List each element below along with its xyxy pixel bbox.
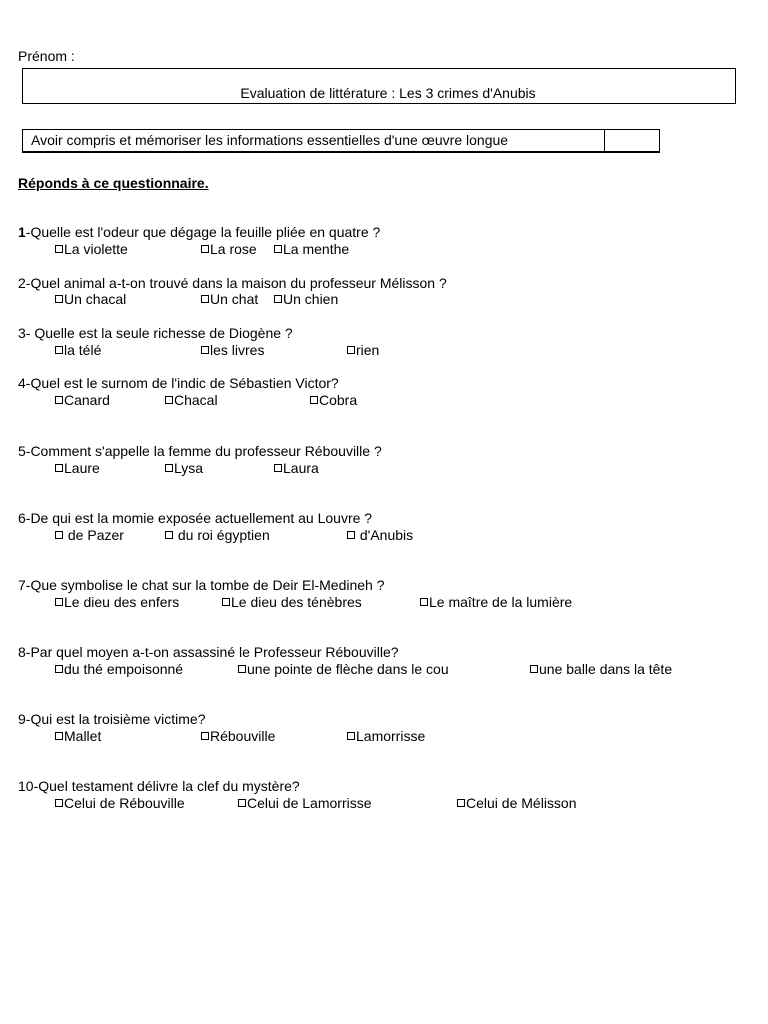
checkbox-icon[interactable] <box>55 732 63 740</box>
checkbox-icon[interactable] <box>55 295 63 303</box>
question-text: 1-Quelle est l'odeur que dégage la feuille pliée en quatre ? <box>18 224 381 240</box>
option[interactable]: une balle dans la tête <box>530 661 672 677</box>
checkbox-icon[interactable] <box>457 799 465 807</box>
checkbox-icon[interactable] <box>530 665 538 673</box>
checkbox-icon[interactable] <box>55 464 63 472</box>
option[interactable]: Mallet <box>55 728 101 744</box>
option[interactable]: rien <box>347 342 379 358</box>
checkbox-icon[interactable] <box>222 598 230 606</box>
checkbox-icon[interactable] <box>274 245 282 253</box>
question-text: 4-Quel est le surnom de l'indic de Sébastien Victor? <box>18 375 339 391</box>
option[interactable]: Cobra <box>310 392 357 408</box>
checkbox-icon[interactable] <box>201 346 209 354</box>
option[interactable]: Laura <box>274 460 319 476</box>
option[interactable]: Celui de Lamorrisse <box>238 795 372 811</box>
question-text: 5-Comment s'appelle la femme du professeur Rébouville ? <box>18 443 382 459</box>
checkbox-icon[interactable] <box>347 732 355 740</box>
question-text: 6-De qui est la momie exposée actuellement au Louvre ? <box>18 510 373 526</box>
option[interactable]: les livres <box>201 342 264 358</box>
option[interactable]: La menthe <box>274 241 349 257</box>
question-text: 3- Quelle est la seule richesse de Diogène ? <box>18 325 293 341</box>
checkbox-icon[interactable] <box>165 396 173 404</box>
checkbox-icon[interactable] <box>274 295 282 303</box>
option[interactable]: la télé <box>55 342 101 358</box>
checkbox-icon[interactable] <box>201 295 209 303</box>
option[interactable]: Le dieu des ténèbres <box>222 594 362 610</box>
checkbox-icon[interactable] <box>55 665 63 673</box>
option[interactable]: Celui de Rébouville <box>55 795 185 811</box>
checkbox-icon[interactable] <box>165 464 173 472</box>
option[interactable]: Un chien <box>274 291 338 307</box>
checkbox-icon[interactable] <box>201 732 209 740</box>
checkbox-icon[interactable] <box>238 799 246 807</box>
option[interactable]: Lysa <box>165 460 203 476</box>
question-text: 10-Quel testament délivre la clef du mystère? <box>18 778 300 794</box>
prenom-label: Prénom : <box>18 48 75 64</box>
checkbox-icon[interactable] <box>201 245 209 253</box>
option[interactable]: du thé empoisonné <box>55 661 183 677</box>
question-text: 7-Que symbolise le chat sur la tombe de Deir El-Medineh ? <box>18 577 385 593</box>
checkbox-icon[interactable] <box>55 245 63 253</box>
checkbox-icon[interactable] <box>165 531 173 539</box>
option[interactable]: Canard <box>55 392 110 408</box>
option[interactable]: Laure <box>55 460 100 476</box>
option[interactable]: Un chat <box>201 291 258 307</box>
checkbox-icon[interactable] <box>238 665 246 673</box>
checkbox-icon[interactable] <box>55 799 63 807</box>
checkbox-icon[interactable] <box>55 531 63 539</box>
checkbox-icon[interactable] <box>420 598 428 606</box>
question-text: 8-Par quel moyen a-t-on assassiné le Professeur Rébouville? <box>18 644 399 660</box>
option[interactable]: Lamorrisse <box>347 728 425 744</box>
question-number: 1 <box>18 224 26 240</box>
option[interactable]: une pointe de flèche dans le cou <box>238 661 449 677</box>
option[interactable]: Un chacal <box>55 291 126 307</box>
question-text: 9-Qui est la troisième victime? <box>18 711 206 727</box>
title-box <box>22 68 736 104</box>
option[interactable]: La violette <box>55 241 128 257</box>
page-title: Evaluation de littérature : Les 3 crimes d'Anubis <box>240 85 536 101</box>
option[interactable]: Celui de Mélisson <box>457 795 577 811</box>
option[interactable]: d'Anubis <box>347 527 413 543</box>
option[interactable]: du roi égyptien <box>165 527 270 543</box>
checkbox-icon[interactable] <box>310 396 318 404</box>
checkbox-icon[interactable] <box>347 346 355 354</box>
option[interactable]: Le maître de la lumière <box>420 594 572 610</box>
option[interactable]: de Pazer <box>55 527 124 543</box>
skill-grade-cell <box>604 130 605 151</box>
skill-text: Avoir compris et mémoriser les informations essentielles d'une œuvre longue <box>31 132 509 148</box>
option[interactable]: Le dieu des enfers <box>55 594 179 610</box>
option[interactable]: Chacal <box>165 392 218 408</box>
checkbox-icon[interactable] <box>274 464 282 472</box>
checkbox-icon[interactable] <box>55 396 63 404</box>
checkbox-icon[interactable] <box>55 598 63 606</box>
question-text: 2-Quel animal a-t-on trouvé dans la maison du professeur Mélisson ? <box>18 275 447 291</box>
checkbox-icon[interactable] <box>55 346 63 354</box>
instructions: Réponds à ce questionnaire. <box>18 175 209 191</box>
checkbox-icon[interactable] <box>347 531 355 539</box>
option[interactable]: Rébouville <box>201 728 275 744</box>
option[interactable]: La rose <box>201 241 257 257</box>
skill-box <box>22 129 660 153</box>
